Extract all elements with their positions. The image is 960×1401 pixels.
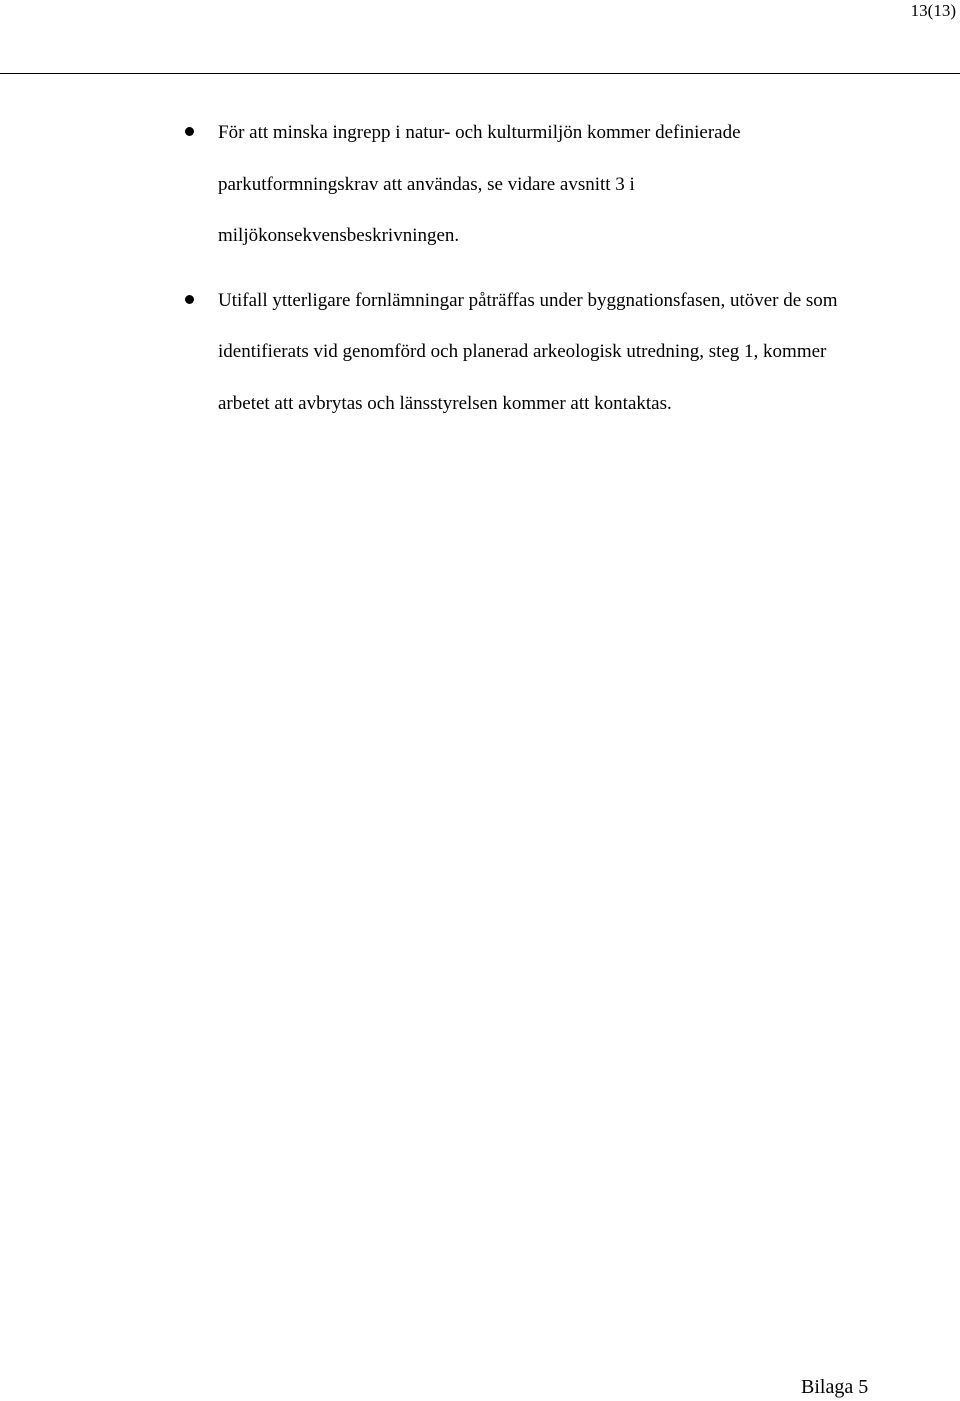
bullet-icon [185, 295, 194, 304]
header-divider [0, 73, 960, 74]
page-number: 13(13) [910, 1, 956, 20]
bullet-text: För att minska ingrepp i natur- och kulturmiljön kommer definierade parkutformningskrav att användas, se vidare avsnitt 3 i miljökonsekvensbeskrivningen. [218, 122, 741, 246]
bullet-icon [185, 127, 194, 136]
bullet-text: Utifall ytterligare fornlämningar påträffas under byggnationsfasen, utöver de som identifierats vid genomförd och planerad arkeologisk utredning, steg 1, kommer arbetet att avbrytas och länsstyrelsen kommer att kontaktas. [218, 289, 838, 414]
bullet-list [0, 107, 960, 442]
bullet-item-park-design [0, 107, 878, 262]
bullet-item-ancient-remains [0, 275, 878, 430]
appendix-label: Bilaga 5 [801, 1376, 869, 1398]
